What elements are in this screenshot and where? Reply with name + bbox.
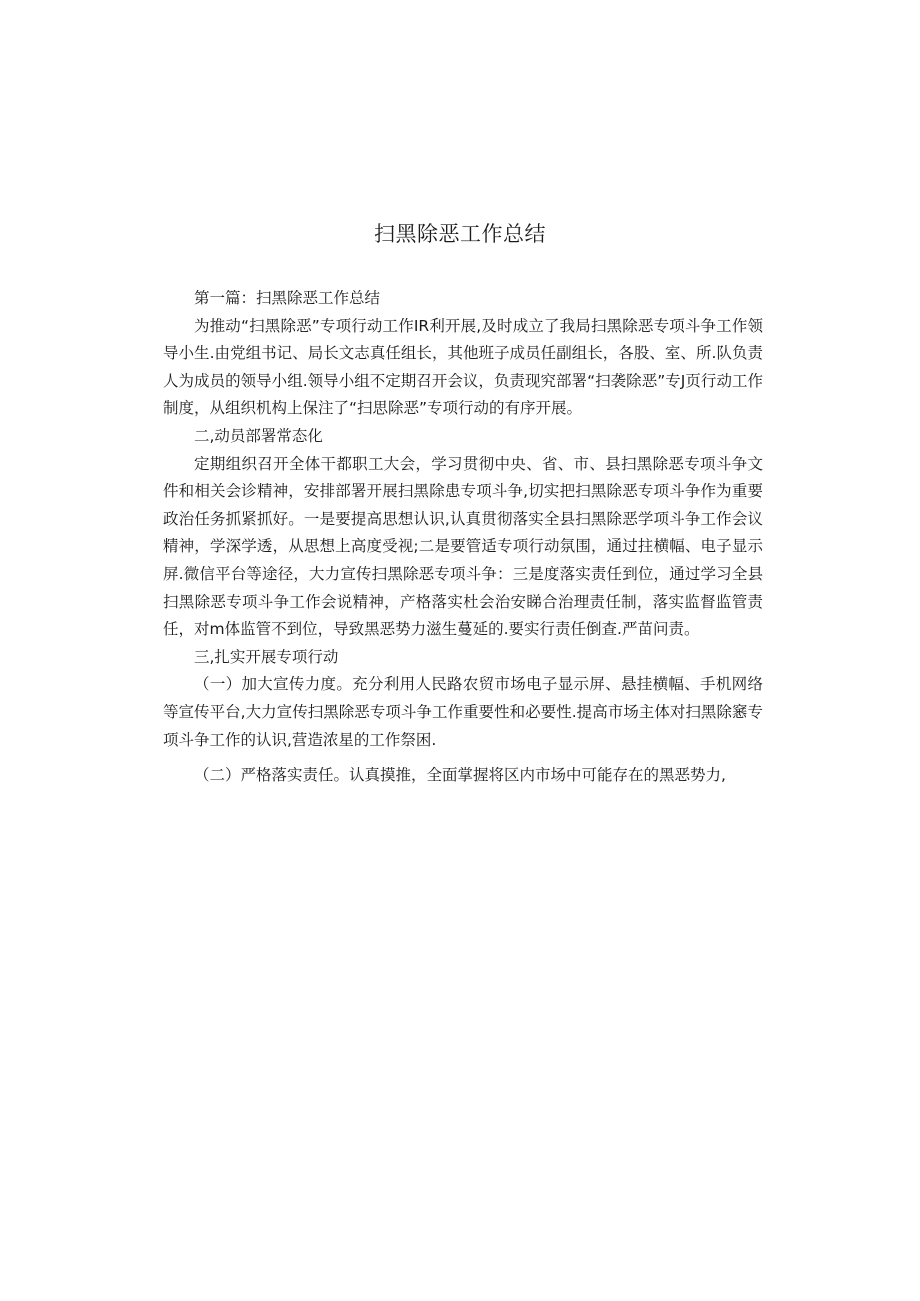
document-title: 扫黑除恶工作总结 <box>374 222 546 246</box>
section-heading-mobilization: 二,动员部署常态化 <box>194 426 323 445</box>
section-heading-first: 第一篇：扫黑除恶工作总结 <box>194 289 381 307</box>
paragraph-publicity: （一）加大宣传力度。充分利用人民路农贸市场电子显示屏、悬挂横幅、手机网络等宣传平台,大力宣传扫黑除恶专项斗争工作重要性和必要性.提高市场主体对扫黑除窸专项斗争工作的认识,营造浓星的工作祭困. <box>163 675 763 749</box>
document-body <box>163 285 763 790</box>
paragraph-leadership-group: 为推动“扫黑除恶”专项行动工作IR利开展,及时成立了我局扫黑除恶专项斗争工作领导小生.由党组书记、局长文志真任组长，其他班子成员任副组长，各股、室、所.队负责人为成员的领导小组.领导小组不定期召开会议，负责现究部署“扫袭除恶”专J页行动工作制度，从组织机构上保注了“扫思除恶”专项行动的有序开展。 <box>163 316 763 418</box>
paragraph-mobilization: 定期组织召开全体干都职工大会，学习贯彻中央、省、市、县扫黑除恶专项斗争文件和相关会诊精神，安排部署开展扫黑除患专项斗争,切实把扫黑除恶专项斗争作为重要政治任务抓紧抓好。一是要提高思想认识,认真贯彻落实全县扫黑除恶学项斗争工作会议精神，学深学透，从思想上高度受视;二是要管适专项行动氛围，通过拄横幅、电子显示屏.微信平台等途径，大力宣传扫黑除恶专项斗争：三是度落实责任到位，通过学习全县扫黑除恶专项斗争工作会说精神，产格落实杜会治安睇合治理责任制，落实监督监管责任，对m体监管不到位，导致黑恶势力滋生蔓延的.要实行责任倒查.严苗问责。 <box>163 454 763 639</box>
section-heading-special-action: 三,扎实开展专项行动 <box>194 647 339 666</box>
paragraph-responsibility: （二）严格落实责任。认真摸推，全面掌握将区内市场中可能存在的黑恶势力, <box>194 766 726 785</box>
